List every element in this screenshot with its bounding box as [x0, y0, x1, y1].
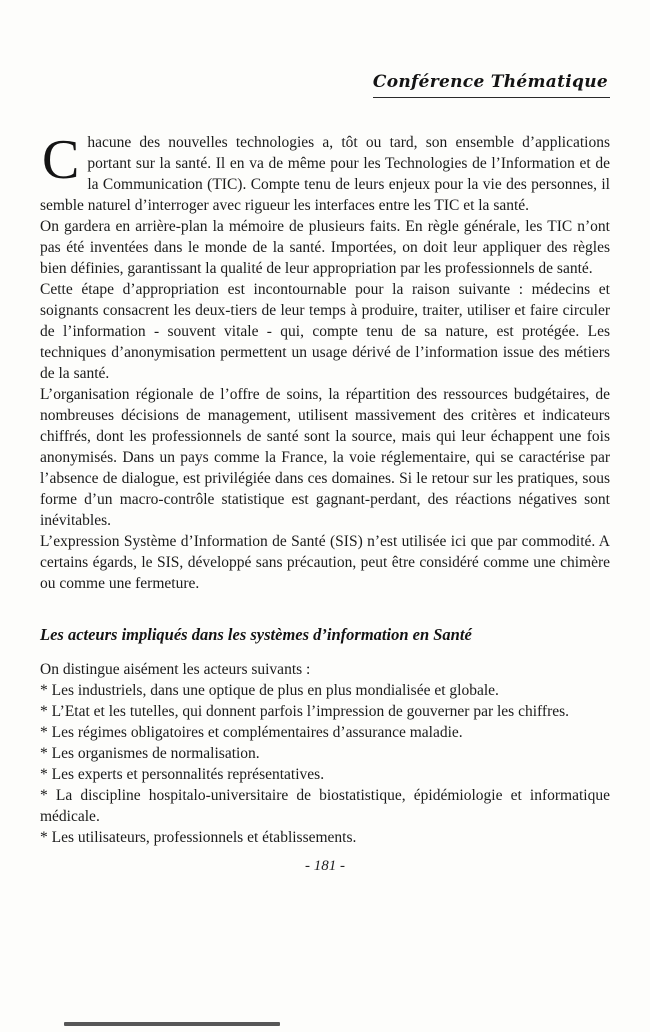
- paragraph-text: hacune des nouvelles technologies a, tôt ou tard, son ensemble d’applications portant sur la santé. Il en va de même pour les Technologies de l’Information et de la Communication (TIC). Compte tenu de leurs enjeux pour la vie des personnes, il semble naturel d’interroger avec rigueur les interfaces entre les TIC et la santé.: [40, 134, 610, 214]
- list-item: * La discipline hospitalo-universitaire de biostatistique, épidémiologie et informatique médicale.: [40, 787, 610, 825]
- body-text: [40, 129, 610, 848]
- opening-paragraph: [40, 129, 610, 216]
- paragraph: On gardera en arrière-plan la mémoire de plusieurs faits. En règle générale, les TIC n’ont pas été inventées dans le monde de la santé. Importées, on doit leur appliquer des règles bien définies, garantissant la qualité de leur appropriation par les professionnels de santé.: [40, 218, 610, 277]
- list-item: * Les utilisateurs, professionnels et établissements.: [40, 829, 357, 846]
- paragraph: L’expression Système d’Information de Santé (SIS) n’est utilisée ici que par commodité. A certains égards, le SIS, développé sans précaution, peut être considéré comme une chimère ou comme une fermeture.: [40, 533, 610, 592]
- list-item: * Les organismes de normalisation.: [40, 745, 260, 762]
- paragraph: Cette étape d’appropriation est incontournable pour la raison suivante : médecins et soignants consacrent les deux-tiers de leur temps à produire, traiter, utiliser et faire circuler de l’information - souvent vitale - qui, compte tenu de sa nature, est protégée. Les techniques d’anonymisation permettent un usage dérivé de l’information issue des métiers de la santé.: [40, 281, 610, 382]
- list-item: * Les régimes obligatoires et complémentaires d’assurance maladie.: [40, 724, 463, 741]
- header-title: Conférence Thématique: [373, 72, 610, 98]
- list-item: * L’Etat et les tutelles, qui donnent parfois l’impression de gouverner par les chiffres.: [40, 703, 570, 720]
- section-heading: Les acteurs impliqués dans les systèmes d’information en Santé: [40, 625, 472, 644]
- paragraph: L’organisation régionale de l’offre de soins, la répartition des ressources budgétaires, de nombreuses décisions de management, utilisent massivement des critères et indicateurs chiffrés, dont les professionnels de santé sont la source, mais qui leur échappent une fois anonymisés. Dans un pays comme la France, la voie réglementaire, qui se caractérise par l’absence de dialogue, est privilégiée dans ces domaines. Si le retour sur les pratiques, sous forme d’un macro-contrôle statistique est gagnant-perdant, des réactions négatives sont inévitables.: [40, 386, 610, 529]
- list-item: * Les industriels, dans une optique de plus en plus mondialisée et globale.: [40, 682, 499, 699]
- drop-cap: C: [42, 129, 80, 191]
- scan-artifact: [64, 1022, 280, 1026]
- page-header: [40, 72, 610, 98]
- section-intro: On distingue aisément les acteurs suivants :: [40, 661, 311, 678]
- page-number: - 181 -: [305, 858, 345, 874]
- list-item: * Les experts et personnalités représentatives.: [40, 766, 325, 783]
